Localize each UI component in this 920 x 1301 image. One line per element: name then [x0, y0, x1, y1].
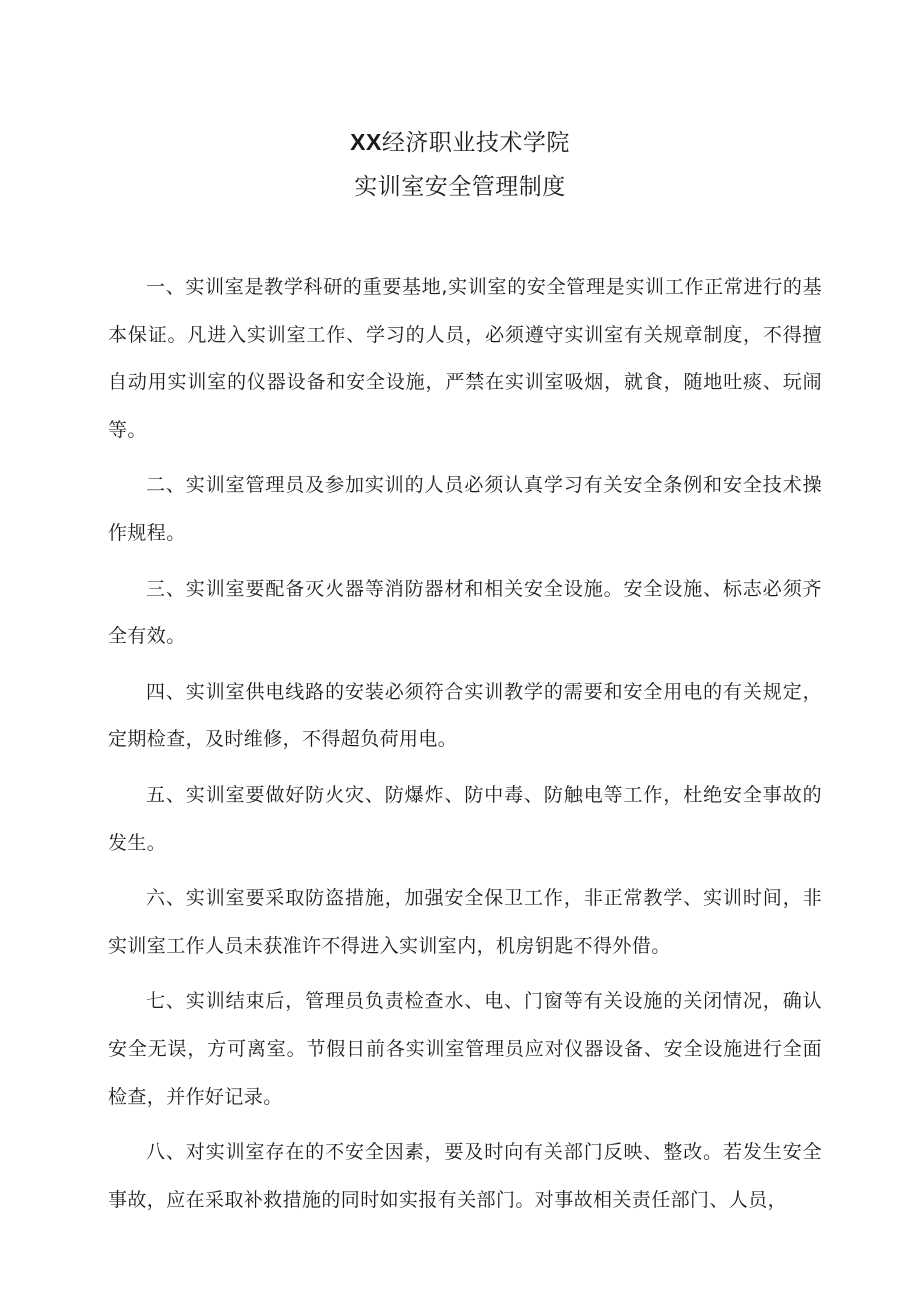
paragraph-5: 五、实训室要做好防火灾、防爆炸、防中毒、防触电等工作，杜绝安全事故的发生。 [108, 783, 822, 854]
title-institution: 经济职业技术学院 [381, 130, 570, 156]
paragraph-1: 一、实训室是教学科研的重要基地,实训室的安全管理是实训工作正常进行的基本保证。凡进入实训室工作、学习的人员，必须遵守实训室有关规章制度，不得擅自动用实训室的仪器设备和安全设施，严禁在实训室吸烟，就食，随地吐痰、玩闹等。 [108, 276, 822, 441]
title-prefix: XX [350, 129, 382, 155]
paragraph-7: 七、实训结束后，管理员负责检查水、电、门窗等有关设施的关闭情况，确认安全无误，方可离室。节假日前各实训室管理员应对仪器设备、安全设施进行全面检查，并作好记录。 [108, 990, 822, 1108]
document-body [108, 264, 822, 1232]
paragraph-6: 六、实训室要采取防盗措施，加强安全保卫工作，非正常教学、实训时间，非实训室工作人员未获准许不得进入实训室内，机房钥匙不得外借。 [108, 887, 822, 957]
paragraph-8: 八、对实训室存在的不安全因素，要及时向有关部门反映、整改。若发生安全事故，应在采取补救措施的同时如实报有关部门。对事故相关责任部门、人员， [108, 1141, 822, 1211]
paragraph-2: 二、实训室管理员及参加实训的人员必须认真学习有关安全条例和安全技术操作规程。 [108, 474, 822, 544]
title-block [0, 120, 920, 209]
document-title [0, 120, 920, 165]
paragraph-3: 三、实训室要配备灭火器等消防器材和相关安全设施。安全设施、标志必须齐全有效。 [108, 577, 822, 648]
document-subtitle: 实训室安全管理制度 [354, 174, 566, 200]
paragraph-4: 四、实训室供电线路的安装必须符合实训教学的需要和安全用电的有关规定，定期检查，及时维修，不得超负荷用电。 [108, 680, 822, 751]
